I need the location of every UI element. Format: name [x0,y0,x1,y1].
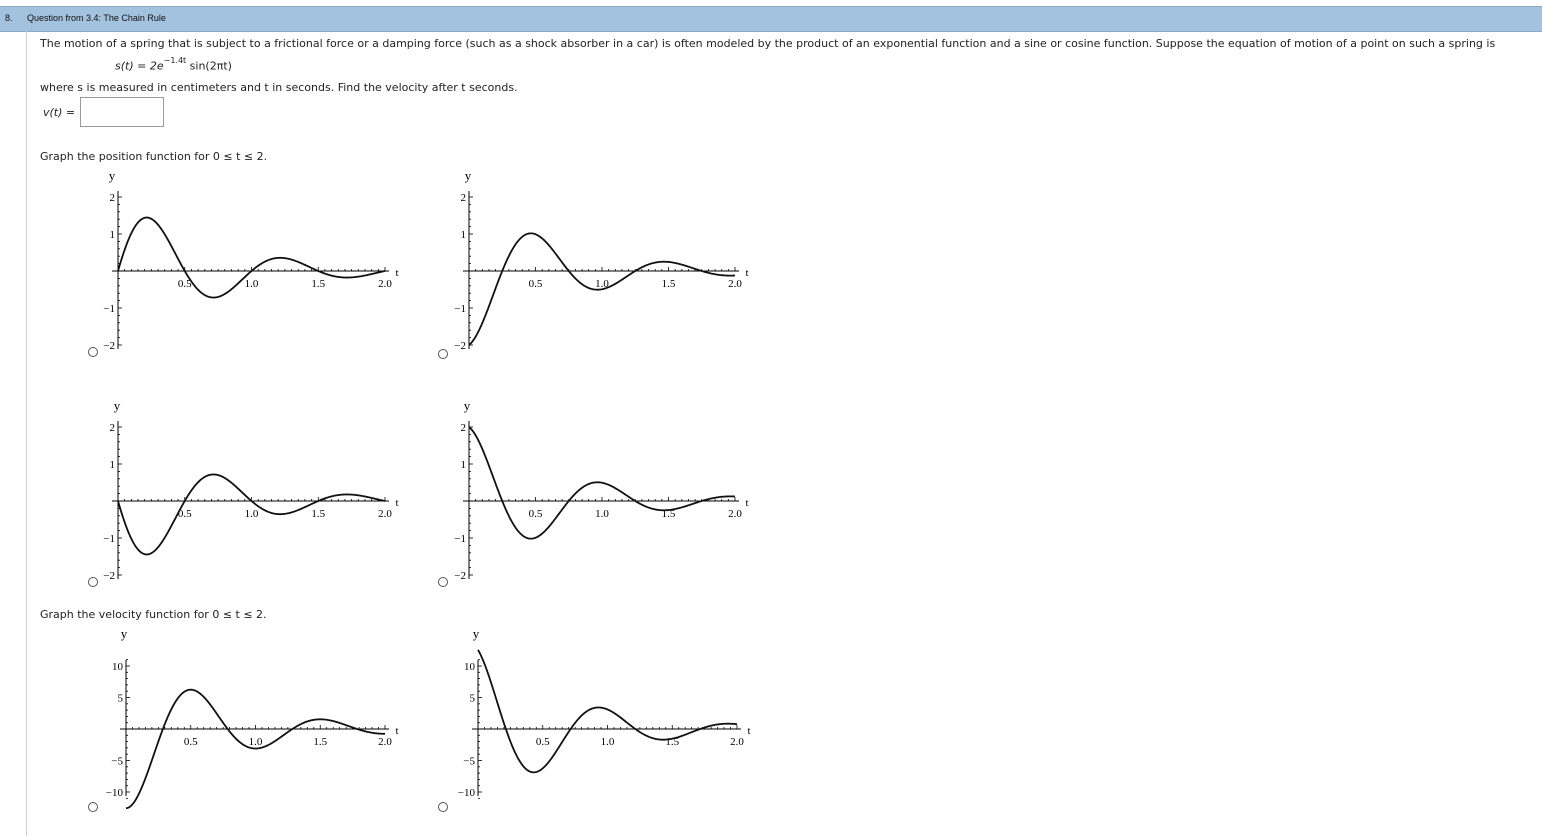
y-tick-label: 2 [109,192,115,204]
y-tick-label: −5 [463,755,475,768]
x-tick-label: 1.5 [665,736,680,748]
y-axis-label: y [108,168,116,183]
y-tick-label: −2 [454,340,466,352]
equation-exponent: −1.4t [163,56,187,65]
y-tick-label: −1 [103,533,115,545]
graph-choice-2 [439,168,749,359]
graph-choice-3 [89,398,399,587]
y-tick-label: 1 [109,229,115,241]
x-axis-label: t [745,267,749,279]
graph-choice-radio[interactable] [439,578,448,587]
x-tick-label: 1.0 [248,736,263,748]
y-tick-label: 2 [460,192,466,204]
y-tick-label: −1 [103,303,115,315]
x-tick-label: 1.5 [661,278,676,290]
y-tick-label: 5 [117,692,123,705]
graph-choice-4 [439,398,749,587]
question-title: Question from 3.4: The Chain Rule [27,13,166,23]
y-axis-label: y [464,168,472,183]
equation-lhs: s(t) = 2e [115,59,164,73]
x-axis-label: t [395,497,399,509]
y-tick-label: −1 [454,533,466,545]
graph-choice-radio[interactable] [89,348,98,357]
x-tick-label: 0.5 [528,278,543,290]
y-tick-label: 1 [460,229,466,241]
series-line [469,427,735,539]
y-tick-label: −1 [454,303,466,315]
y-tick-label: −10 [105,787,123,799]
x-tick-label: 2.0 [378,508,392,520]
graph-choice-radio[interactable] [89,578,98,587]
graph-choice-radio[interactable] [439,350,448,359]
y-tick-label: −10 [457,787,475,799]
problem-intro: The motion of a spring that is subject to a frictional force or a damping force (such as a shock absorber in a car) is often modeled by the product of an exponential function and a sine or cosine function. Suppose the equation of motion of a point on such a spring is [40,37,1496,50]
x-tick-label: 2.0 [728,278,742,290]
y-axis-label: y [113,398,121,413]
x-axis-label: t [395,267,399,279]
y-tick-label: 5 [469,692,475,705]
x-axis-label: t [747,725,751,737]
y-tick-label: 2 [109,422,115,434]
x-tick-label: 2.0 [728,508,742,520]
x-axis-label: t [395,725,399,737]
y-tick-label: 1 [460,459,466,471]
y-tick-label: −2 [103,340,115,352]
graph-choice-6 [439,626,751,812]
x-tick-label: 0.5 [177,508,192,520]
x-tick-label: 1.0 [244,508,259,520]
x-tick-label: 1.5 [311,508,326,520]
question-number: 8. [5,13,13,23]
velocity-label: v(t) = [43,106,76,119]
graph-choice-radio[interactable] [89,803,98,812]
x-tick-label: 0.5 [183,736,198,748]
x-tick-label: 2.0 [730,736,744,748]
series-line [469,233,735,345]
series-line [126,690,385,808]
x-tick-label: 1.5 [313,736,328,748]
x-tick-label: 1.0 [244,278,259,290]
y-tick-label: 1 [109,459,115,471]
graph-choice-1 [89,168,399,357]
where-text: where s is measured in centimeters and t in seconds. Find the velocity after t seconds. [40,81,518,94]
graph-choice-5 [89,626,399,812]
y-tick-label: −2 [103,570,115,582]
x-tick-label: 1.5 [311,278,326,290]
series-line [478,650,737,773]
y-tick-label: 10 [112,661,123,673]
y-axis-label: y [120,626,128,641]
y-tick-label: −2 [454,570,466,582]
equation-rhs: sin(2πt) [186,59,232,73]
y-axis-label: y [463,398,471,413]
x-tick-label: 1.0 [595,278,609,290]
x-tick-label: 0.5 [177,278,192,290]
velocity-prompt: Graph the velocity function for 0 ≤ t ≤ 2. [40,608,267,621]
x-axis-label: t [745,497,749,509]
x-tick-label: 1.0 [595,508,609,520]
y-tick-label: 10 [464,661,475,673]
position-prompt: Graph the position function for 0 ≤ t ≤ 2. [40,150,268,163]
y-axis-label: y [472,626,480,641]
x-tick-label: 1.5 [661,508,676,520]
y-tick-label: 2 [460,422,466,434]
x-tick-label: 1.0 [600,736,615,748]
y-tick-label: −5 [111,755,123,768]
x-tick-label: 2.0 [378,736,392,748]
x-tick-label: 0.5 [535,736,550,748]
x-tick-label: 2.0 [378,278,392,290]
graph-choice-radio[interactable] [439,803,448,812]
x-tick-label: 0.5 [528,508,543,520]
